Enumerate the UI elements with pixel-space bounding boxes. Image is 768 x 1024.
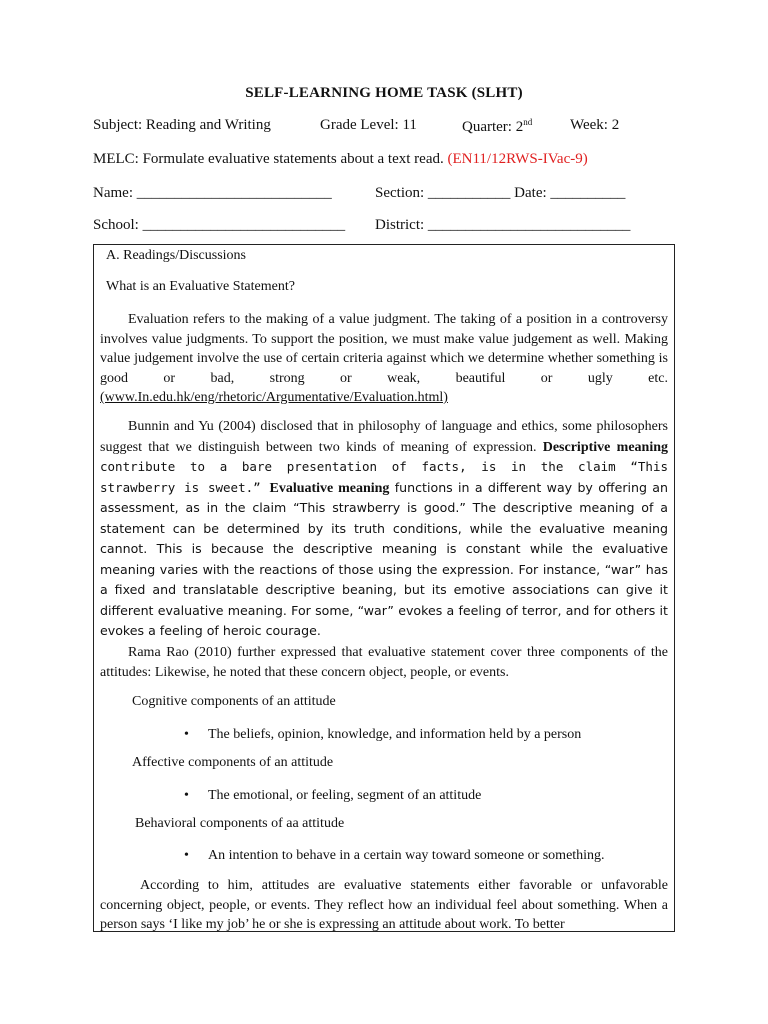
behavioral-component: Behavioral components of aa attitude	[135, 816, 345, 831]
question-heading: What is an Evaluative Statement?	[106, 279, 295, 294]
bullet-dot: •	[184, 848, 189, 863]
paragraph-meaning-rest: functions in a different way by offering an assessment, as in the claim “This strawberry is good.” The descriptive meaning of a statement can be determined by its truth conditions, while the evaluative meaning cannot. This is because the descriptive meaning is constant while the evaluative meaning varies with the reactions of those using the expression. For instance, “war” has a fixed and translatable descriptive beaning, but its emotive associations can give it different evaluative meaning. For some, “war” evokes a feeling of terror, and for others it evokes a feeling of heroic courage.	[100, 479, 668, 638]
cognitive-component: Cognitive components of an attitude	[132, 694, 336, 709]
bullet-behavioral	[184, 848, 605, 864]
school-field: School: ___________________________	[93, 217, 346, 233]
paragraph-rama-rao-text: Rama Rao (2010) further expressed that evaluative statement cover three components of the attitudes: Likewise, he noted that these concern object, people, or events.	[100, 645, 668, 680]
name-field: Name: __________________________	[93, 185, 332, 201]
document-title: SELF-LEARNING HOME TASK (SLHT)	[245, 85, 523, 101]
bullet-dot: •	[184, 788, 189, 803]
affective-component: Affective components of an attitude	[132, 755, 334, 770]
readings-box	[93, 244, 675, 932]
district-field: District: ___________________________	[375, 217, 631, 233]
paragraph-meaning-intro: Bunnin and Yu (2004) disclosed that in philosophy of language and ethics, some philosophers suggest that we distinguish between two kinds of meaning of expression.	[100, 419, 668, 455]
evaluation-link[interactable]: (www.In.edu.hk/eng/rhetoric/Argumentative/Evaluation.html)	[100, 390, 448, 405]
paragraph-attitudes-text: According to him, attitudes are evaluative statements either favorable or unfavorable concerning object, people, or events. They reflect how an individual feel about something. When a person says ‘I like my job’ he or she is expressing an attitude about work. To better	[100, 878, 668, 932]
grade-level-label: Grade Level: 11	[320, 117, 417, 133]
bullet-affective-text: The emotional, or feeling, segment of an attitude	[208, 788, 482, 803]
subject-label: Subject: Reading and Writing	[93, 117, 271, 133]
bullet-cognitive-text: The beliefs, opinion, knowledge, and information held by a person	[208, 727, 582, 742]
quarter-superscript: nd	[523, 117, 533, 127]
section-heading: A. Readings/Discussions	[106, 248, 246, 263]
melc-code: (EN11/12RWS-IVac-9)	[447, 151, 588, 167]
quarter-label	[462, 117, 532, 136]
quarter-text: Quarter: 2	[462, 119, 524, 135]
paragraph-rama-rao	[100, 643, 668, 682]
week-label: Week: 2	[570, 117, 620, 133]
evaluative-meaning-term: Evaluative meaning	[269, 480, 390, 496]
melc-text: MELC: Formulate evaluative statements about a text read.	[93, 151, 444, 167]
bullet-cognitive	[184, 727, 581, 743]
paragraph-attitudes	[100, 876, 668, 932]
melc-row	[93, 151, 588, 168]
paragraph-evaluation-text: Evaluation refers to the making of a value judgment. The taking of a position in a controversy involves value judgments. To support the position, we must make value judgement as well. Making value judgement involve the use of certain criteria against which we determine whether something is good or bad, strong or weak, beautiful or ugly etc.	[100, 312, 668, 386]
paragraph-meaning-mid: contribute to a bare presentation of facts, is in the claim “This strawberry is sweet.”	[100, 459, 668, 495]
section-date-field: Section: ___________ Date: __________	[375, 185, 626, 201]
descriptive-meaning-term: Descriptive meaning	[542, 439, 668, 455]
paragraph-meaning	[100, 417, 668, 642]
paragraph-evaluation	[100, 310, 668, 408]
bullet-behavioral-text: An intention to behave in a certain way toward someone or something.	[208, 848, 605, 863]
bullet-affective	[184, 788, 481, 804]
bullet-dot: •	[184, 727, 189, 742]
